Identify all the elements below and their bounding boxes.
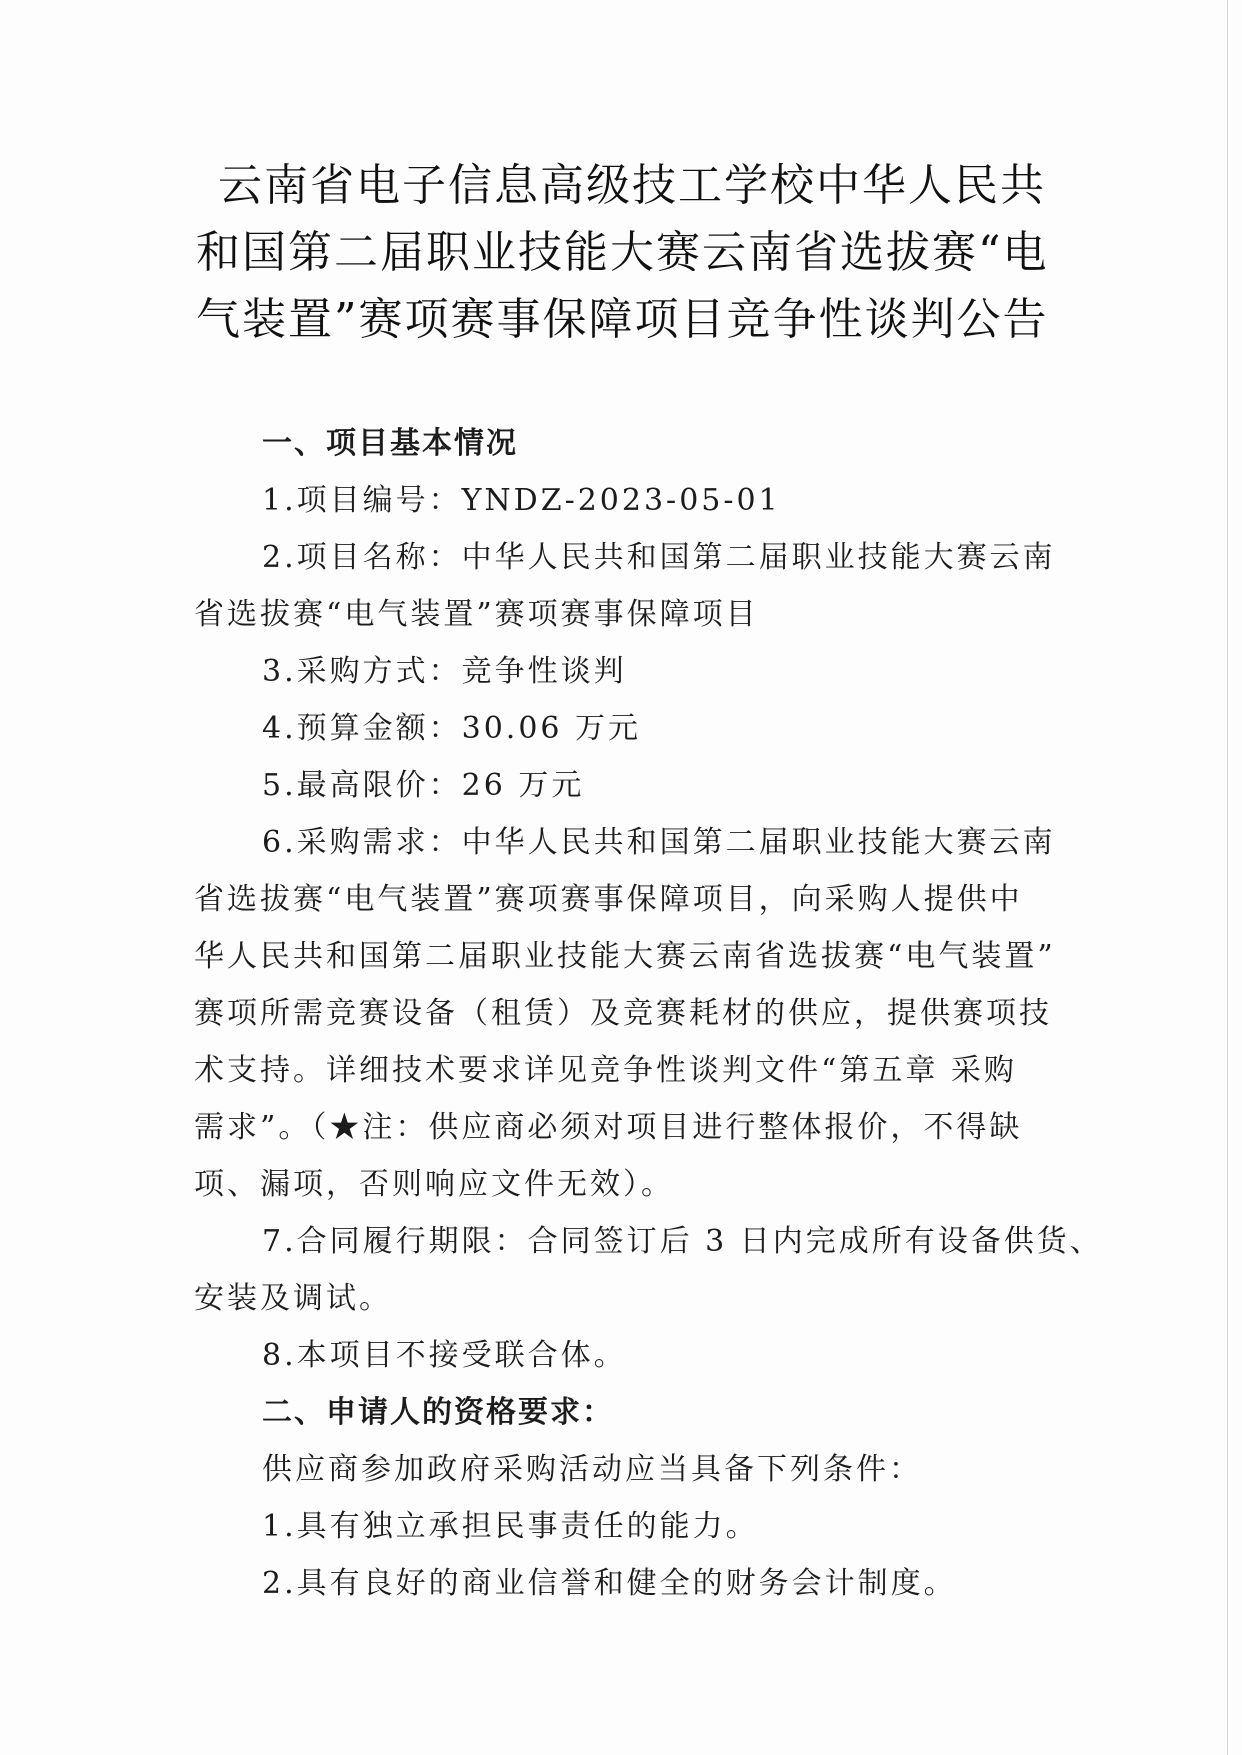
item-project-number: 1.项目编号：YNDZ-2023-05-01 bbox=[262, 483, 781, 518]
qualification-item-1: 1.具有独立承担民事责任的能力。 bbox=[262, 1509, 759, 1544]
item-requirements-line-6: 需求”。（★注：供应商必须对项目进行整体报价，不得缺 bbox=[194, 1110, 1023, 1145]
item-requirements-line-3: 华人民共和国第二届职业技能大赛云南省选拔赛“电气装置” bbox=[194, 939, 1056, 974]
item-requirements-line-5: 术支持。详细技术要求详见竞争性谈判文件“第五章 采购 bbox=[194, 1053, 1017, 1088]
item-requirements-line-2: 省选拔赛“电气装置”赛项赛事保障项目，向采购人提供中 bbox=[194, 882, 1023, 917]
item-requirements-line-1: 6.采购需求：中华人民共和国第二届职业技能大赛云南 bbox=[262, 825, 1056, 860]
title-line-2: 和国第二届职业技能大赛云南省选拔赛“电 bbox=[196, 227, 1049, 278]
title-line-3: 气装置”赛项赛事保障项目竞争性谈判公告 bbox=[196, 294, 1049, 345]
section-1-heading: 一、项目基本情况 bbox=[262, 426, 518, 461]
item-requirements-line-4: 赛项所需竞赛设备（租赁）及竞赛耗材的供应，提供赛项技 bbox=[194, 996, 1052, 1031]
item-project-name: 2.项目名称：中华人民共和国第二届职业技能大赛云南 bbox=[262, 540, 1056, 575]
item-no-consortium: 8.本项目不接受联合体。 bbox=[262, 1338, 627, 1373]
qualification-item-2: 2.具有良好的商业信誉和健全的财务会计制度。 bbox=[262, 1566, 957, 1601]
item-max-price: 5.最高限价：26 万元 bbox=[262, 768, 585, 803]
section-2-heading: 二、申请人的资格要求： bbox=[262, 1395, 614, 1430]
item-contract-period-cont: 安装及调试。 bbox=[194, 1281, 392, 1316]
item-procurement-method: 3.采购方式：竞争性谈判 bbox=[262, 654, 627, 689]
qualification-intro: 供应商参加政府采购活动应当具备下列条件： bbox=[262, 1452, 922, 1487]
page-edge-line bbox=[1227, 0, 1228, 1755]
item-budget: 4.预算金额：30.06 万元 bbox=[262, 711, 642, 746]
item-project-name-cont: 省选拔赛“电气装置”赛项赛事保障项目 bbox=[194, 597, 759, 632]
item-requirements-line-7: 项、漏项，否则响应文件无效）。 bbox=[194, 1167, 674, 1202]
item-contract-period: 7.合同履行期限：合同签订后 3 日内完成所有设备供货、 bbox=[262, 1224, 1103, 1259]
title-line-1: 云南省电子信息高级技工学校中华人民共 bbox=[218, 160, 1046, 211]
